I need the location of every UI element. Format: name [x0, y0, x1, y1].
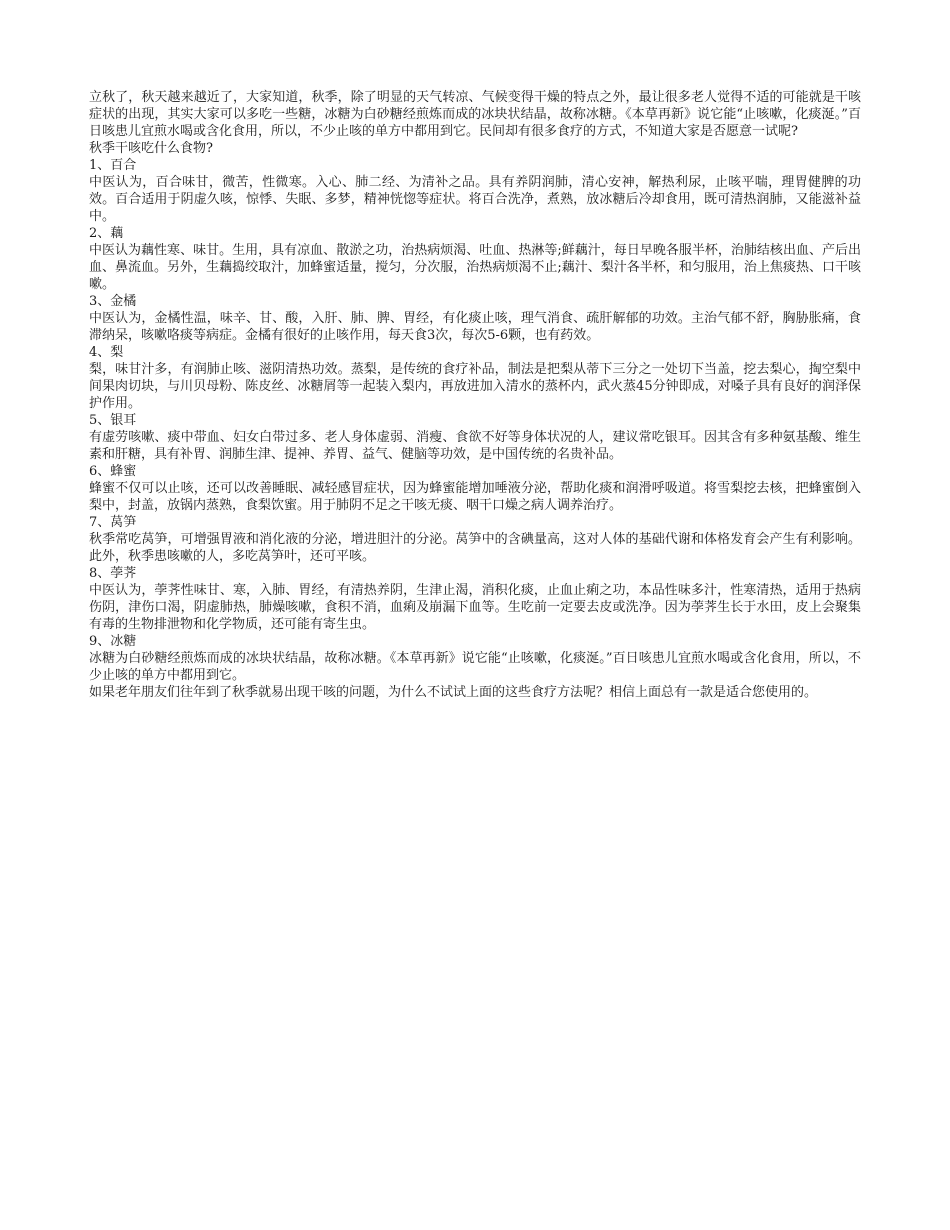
food-item-body: 蜂蜜不仅可以止咳，还可以改善睡眠、减轻感冒症状，因为蜂蜜能增加唾液分泌，帮助化痰和润滑呼吸道。将雪梨挖去核，把蜂蜜倒入梨中，封盖，放锅内蒸熟，食梨饮蜜。用于肺阴不足之干咳无痰、咽干口燥之病人调养治疗。 — [89, 481, 861, 513]
food-item — [89, 633, 861, 684]
food-item-heading: 8、荸荠 — [89, 566, 137, 581]
food-item — [89, 514, 861, 565]
food-item-heading: 9、冰糖 — [89, 634, 137, 649]
food-item-body: 中医认为，金橘性温，味辛、甘、酸，入肝、肺、脾、胃经，有化痰止咳，理气消食、疏肝解郁的功效。主治气郁不舒，胸胁胀痛，食滞纳呆，咳嗽咯痰等病症。金橘有很好的止咳作用，每天食3次，每次5-6颗，也有药效。 — [89, 311, 861, 343]
food-item-body: 中医认为，百合味甘，微苦，性微寒。入心、肺二经、为清补之品。具有养阴润肺，清心安神，解热利尿，止咳平喘，理胃健脾的功效。百合适用于阴虚久咳，惊悸、失眠、多梦，精神恍惚等症状。将百合洗净，煮熟，放冰糖后冷却食用，既可清热润肺，又能滋补益中。 — [89, 175, 861, 224]
conclusion-paragraph: 如果老年朋友们往年到了秋季就易出现干咳的问题，为什么不试试上面的这些食疗方法呢？相信上面总有一款是适合您使用的。 — [89, 685, 818, 700]
document-page — [89, 89, 861, 701]
food-item-body: 秋季常吃莴笋，可增强胃液和消化液的分泌，增进胆汁的分泌。莴笋中的含碘量高，这对人体的基础代谢和体格发育会产生有利影响。此外，秋季患咳嗽的人，多吃莴笋叶，还可平咳。 — [89, 532, 861, 564]
food-item-heading: 6、蜂蜜 — [89, 464, 137, 479]
food-item-body: 冰糖为白砂糖经煎炼而成的冰块状结晶，故称冰糖。《本草再新》说它能“止咳嗽，化痰涎。”百日咳患儿宜煎水喝或含化食用，所以，不少止咳的单方中都用到它。 — [89, 651, 861, 683]
food-item — [89, 412, 861, 463]
food-item — [89, 344, 861, 412]
food-item-body: 中医认为，荸荠性味甘、寒，入肺、胃经，有清热养阴，生津止渴，消积化痰，止血止痢之功，本品性味多汁，性寒清热，适用于热病伤阴，津伤口渴，阴虚肺热，肺燥咳嗽，食积不消，血痢及崩漏下血等。生吃前一定要去皮或洗净。因为荸荠生长于水田，皮上会聚集有毒的生物排泄物和化学物质，还可能有寄生虫。 — [89, 583, 861, 632]
question-heading: 秋季干咳吃什么食物? — [89, 141, 213, 156]
food-item — [89, 157, 861, 225]
food-item-heading: 4、梨 — [89, 345, 124, 360]
food-item-heading: 2、藕 — [89, 226, 124, 241]
food-item — [89, 293, 861, 344]
food-item — [89, 565, 861, 633]
food-item-body: 中医认为藕性寒、味甘。生用，具有凉血、散淤之功，治热病烦渴、吐血、热淋等;鲜藕汁，每日早晚各服半杯，治肺结核出血、产后出血、鼻流血。另外，生藕捣绞取汁，加蜂蜜适量，搅匀，分次服，治热病烦渴不止;藕汁、梨汁各半杯，和匀服用，治上焦痰热、口干咳嗽。 — [89, 243, 861, 292]
food-item-heading: 1、百合 — [89, 158, 137, 173]
food-item-heading: 7、莴笋 — [89, 515, 137, 530]
intro-paragraph: 立秋了，秋天越来越近了，大家知道，秋季，除了明显的天气转凉、气候变得干燥的特点之外，最让很多老人觉得不适的可能就是干咳症状的出现，其实大家可以多吃一些糖，冰糖为白砂糖经煎炼而成的冰块状结晶，故称冰糖。《本草再新》说它能“止咳嗽，化痰涎。”百日咳患儿宜煎水喝或含化食用，所以，不少止咳的单方中都用到它。民间却有很多食疗的方式，不知道大家是否愿意一试呢? — [89, 90, 861, 139]
food-item-heading: 3、金橘 — [89, 294, 137, 309]
food-item — [89, 225, 861, 293]
food-item-body: 梨，味甘汁多，有润肺止咳、滋阴清热功效。蒸梨，是传统的食疗补品，制法是把梨从蒂下三分之一处切下当盖，挖去梨心，掏空梨中间果肉切块，与川贝母粉、陈皮丝、冰糖屑等一起装入梨内，再放进加入清水的蒸杯内，武火蒸45分钟即成，对嗓子具有良好的润泽保护作用。 — [89, 362, 861, 411]
food-item-body: 有虚劳咳嗽、痰中带血、妇女白带过多、老人身体虚弱、消瘦、食欲不好等身体状况的人，建议常吃银耳。因其含有多种氨基酸、维生素和肝糖，具有补胃、润肺生津、提神、养胃、益气、健脑等功效，是中国传统的名贵补品。 — [89, 430, 861, 462]
food-item — [89, 463, 861, 514]
food-item-heading: 5、银耳 — [89, 413, 137, 428]
